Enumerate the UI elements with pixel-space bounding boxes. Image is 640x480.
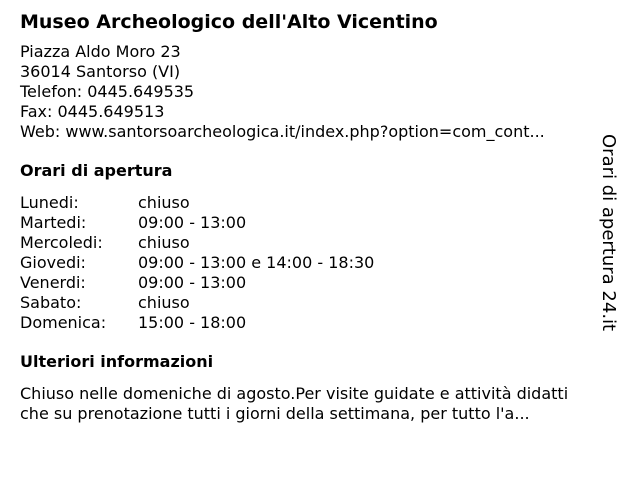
hours-day-label: Domenica: bbox=[20, 313, 107, 332]
address-block bbox=[20, 42, 610, 142]
info-line: Chiuso nelle domeniche di agosto.Per visite guidate e attività didatti bbox=[20, 384, 569, 403]
hours-row-sabato bbox=[20, 293, 610, 313]
hours-row-lunedi bbox=[20, 193, 610, 213]
hours-day-label: Martedi: bbox=[20, 213, 87, 232]
hours-heading: Orari di apertura bbox=[20, 161, 173, 180]
brand-text: Orari di apertura 24.it bbox=[598, 134, 619, 332]
hours-row-domenica bbox=[20, 313, 610, 333]
info-line: che su prenotazione tutti i giorni della settimana, per tutto l'a... bbox=[20, 404, 530, 423]
hours-day-value: chiuso bbox=[138, 233, 190, 252]
museum-card bbox=[20, 10, 610, 424]
hours-day-label: Venerdi: bbox=[20, 273, 86, 292]
hours-day-label: Mercoledi: bbox=[20, 233, 103, 252]
address-city: 36014 Santorso (VI) bbox=[20, 62, 181, 81]
hours-row-martedi bbox=[20, 213, 610, 233]
fax-number: Fax: 0445.649513 bbox=[20, 102, 165, 121]
info-text bbox=[20, 384, 610, 424]
hours-day-value: 09:00 - 13:00 e 14:00 - 18:30 bbox=[138, 253, 375, 272]
info-heading: Ulteriori informazioni bbox=[20, 352, 214, 371]
address-street: Piazza Aldo Moro 23 bbox=[20, 42, 181, 61]
hours-day-value: 09:00 - 13:00 bbox=[138, 213, 247, 232]
hours-day-label: Lunedi: bbox=[20, 193, 79, 212]
brand-watermark bbox=[598, 134, 640, 332]
hours-day-value: 09:00 - 13:00 bbox=[138, 273, 247, 292]
hours-row-venerdi bbox=[20, 273, 610, 293]
hours-day-value: chiuso bbox=[138, 293, 190, 312]
hours-day-value: chiuso bbox=[138, 193, 190, 212]
hours-row-mercoledi bbox=[20, 233, 610, 253]
hours-day-label: Giovedi: bbox=[20, 253, 86, 272]
website-link[interactable]: Web: www.santorsoarcheologica.it/index.php?option=com_cont... bbox=[20, 122, 545, 141]
hours-day-label: Sabato: bbox=[20, 293, 82, 312]
hours-row-giovedi bbox=[20, 253, 610, 273]
phone-number[interactable]: Telefon: 0445.649535 bbox=[20, 82, 195, 101]
hours-day-value: 15:00 - 18:00 bbox=[138, 313, 247, 332]
hours-table bbox=[20, 193, 610, 333]
page-title: Museo Archeologico dell'Alto Vicentino bbox=[20, 11, 438, 33]
